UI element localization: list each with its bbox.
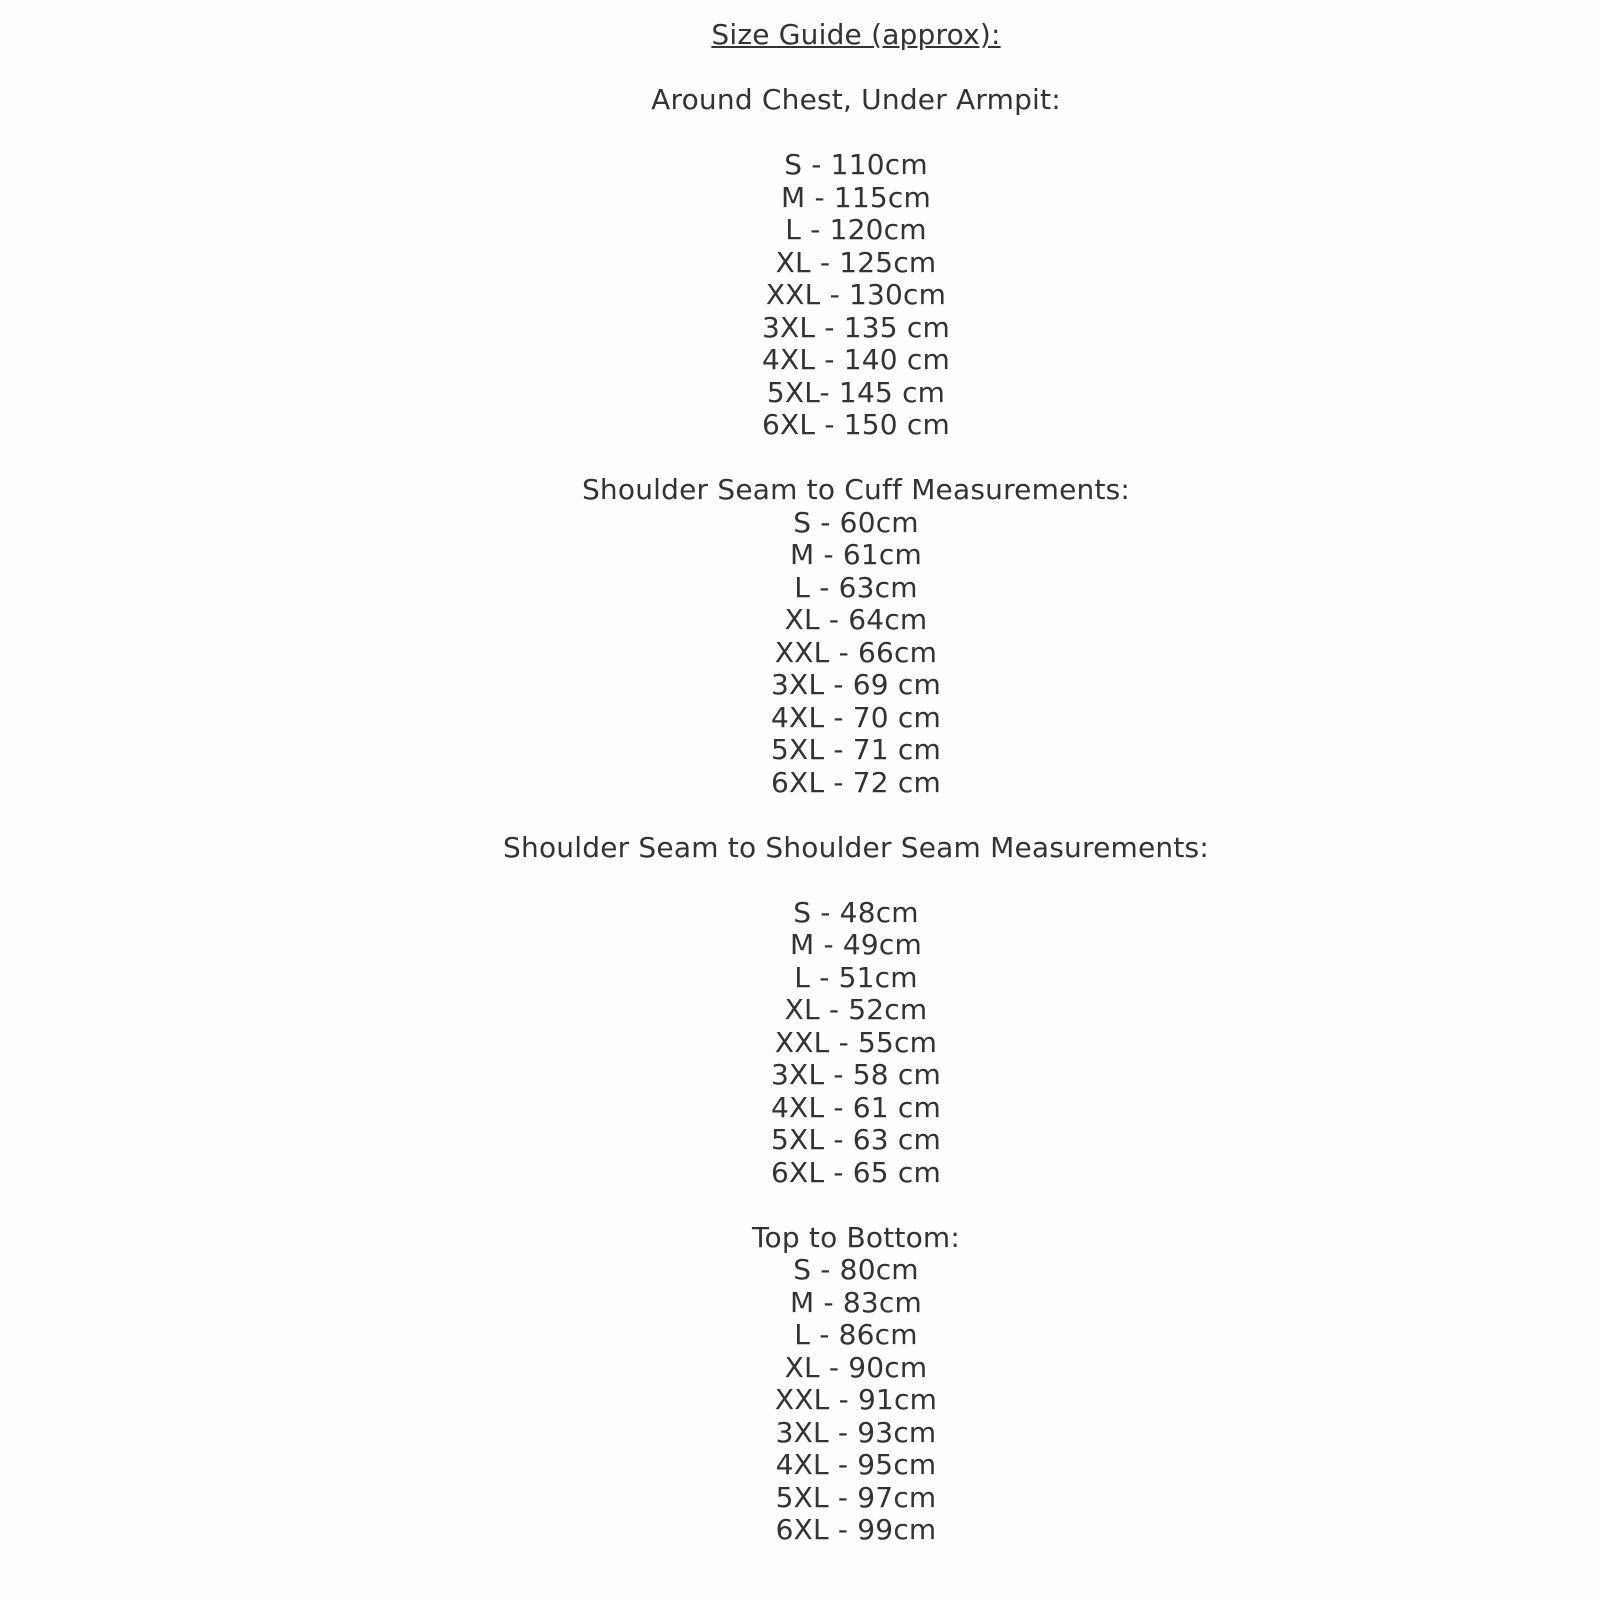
size-measurement-line: XL - 64cm xyxy=(784,603,928,636)
size-measurement-line: 3XL - 93cm xyxy=(775,1415,937,1449)
size-measurement-line: 6XL - 72 cm xyxy=(771,765,941,799)
size-measurement-line: 3XL - 58 cm xyxy=(771,1058,941,1091)
section-heading: Top to Bottom: xyxy=(751,1220,961,1254)
section-heading: Around Chest, Under Armpit: xyxy=(651,83,1061,116)
size-guide-title: Size Guide (approx): xyxy=(711,18,1001,51)
size-measurement-line: S - 80cm xyxy=(793,1253,919,1286)
size-measurement-line: 6XL - 65 cm xyxy=(771,1155,941,1189)
size-measurement-line: 3XL - 135 cm xyxy=(762,310,950,344)
size-measurement-line: XL - 52cm xyxy=(784,993,928,1026)
size-section xyxy=(112,832,1600,1190)
size-measurement-line: 5XL- 145 cm xyxy=(766,375,946,409)
size-measurement-line: 4XL - 95cm xyxy=(775,1448,937,1481)
size-measurement-line: L - 63cm xyxy=(794,570,918,604)
size-measurement-line: 6XL - 150 cm xyxy=(762,408,950,441)
size-measurement-line: L - 86cm xyxy=(794,1318,918,1351)
size-measurement-line: L - 51cm xyxy=(794,960,918,994)
size-measurement-line: XXL - 130cm xyxy=(765,278,947,311)
size-measurement-line: 5XL - 71 cm xyxy=(771,733,941,766)
size-measurement-line: 6XL - 99cm xyxy=(775,1513,937,1546)
section-heading: Shoulder Seam to Shoulder Seam Measurements: xyxy=(503,830,1209,864)
size-section xyxy=(112,84,1600,442)
size-measurement-line: 5XL - 97cm xyxy=(775,1480,937,1514)
section-heading: Shoulder Seam to Cuff Measurements: xyxy=(581,473,1131,506)
size-measurement-line: 5XL - 63 cm xyxy=(771,1123,941,1156)
size-measurement-line: L - 120cm xyxy=(785,213,927,246)
size-measurement-line: M - 83cm xyxy=(790,1285,922,1319)
size-measurement-line: XXL - 66cm xyxy=(774,635,938,669)
size-measurement-line: XXL - 91cm xyxy=(774,1383,938,1416)
size-measurement-line: XL - 125cm xyxy=(775,245,937,279)
size-measurement-line: S - 60cm xyxy=(793,505,919,539)
size-section xyxy=(112,1222,1600,1547)
size-measurement-line: XL - 90cm xyxy=(784,1350,928,1384)
size-measurement-line: M - 49cm xyxy=(790,928,922,961)
size-measurement-line: S - 110cm xyxy=(784,148,928,181)
size-measurement-line: 4XL - 70 cm xyxy=(771,700,941,734)
size-measurement-line: M - 115cm xyxy=(781,180,931,214)
size-measurement-line: 4XL - 140 cm xyxy=(762,343,950,376)
size-measurement-line: 4XL - 61 cm xyxy=(771,1090,941,1124)
size-measurement-line: XXL - 55cm xyxy=(774,1025,938,1059)
size-guide-sections xyxy=(112,84,1600,1547)
size-section xyxy=(112,474,1600,799)
size-measurement-line: S - 48cm xyxy=(793,895,919,929)
size-measurement-line: M - 61cm xyxy=(790,538,922,571)
size-measurement-line: 3XL - 69 cm xyxy=(771,668,941,701)
